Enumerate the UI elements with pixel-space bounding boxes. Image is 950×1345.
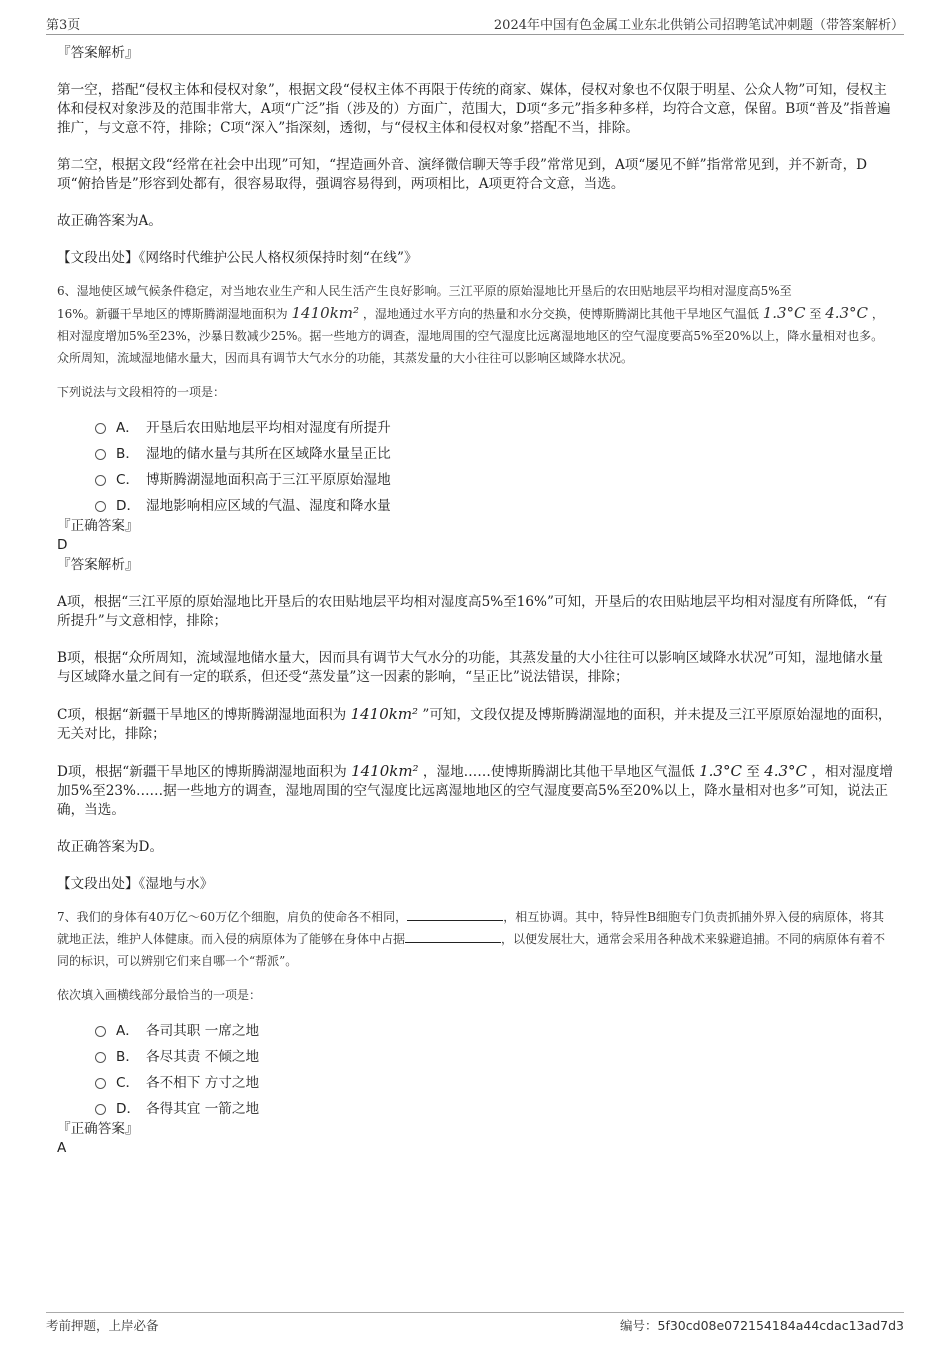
radio-icon[interactable] (95, 1026, 106, 1037)
area-formula: 1410km² (351, 762, 419, 780)
analysis-label: 『答案解析』 (57, 557, 139, 573)
temp-high-formula: 4.3°C (764, 762, 808, 780)
question-7-options (95, 1016, 895, 1120)
area-formula: 1410km² (350, 705, 419, 723)
radio-icon[interactable] (95, 423, 106, 434)
document-title: 2024年中国有色金属工业东北供销公司招聘笔试冲刺题（带答案解析） (493, 18, 904, 33)
question-7-stem: 7、我们的身体有40万亿～60万亿个细胞，肩负的使命各不相同， ，相互协调。其中，特异性B细胞专门负责抓捕外界入侵的病原体，将其就地正法，维护人体健康。而入侵的病原体为了能够在身体中占据 ，以便发展壮大，通常会采用各种战术来躲避追捕。不同的病原体有着不同的标识，可以辨别它们来自哪一个“帮派”。 (57, 910, 886, 968)
question-7-prompt: 依次填入画横线部分最恰当的一项是： (57, 988, 262, 1002)
page-footer (46, 1312, 904, 1337)
analysis-paragraph: 第一空，搭配“侵权主体和侵权对象”，根据文段“侵权主体不再限于传统的商家、媒体，侵权对象也不仅限于明星、公众人物”可知，侵权主体和侵权对象涉及的范围非常大，A项“广泛”指（涉及的）方面广，范围大，D项“多元”指多种多样，均符合文意，保留。B项“普及”指普遍推广，与文意不符，排除；C项“深入”指深刻，透彻，与“侵权主体和侵权对象”搭配不当，排除。 (57, 82, 891, 136)
analysis-label: 『答案解析』 (57, 45, 139, 61)
correct-answer: D (57, 537, 68, 553)
option-d[interactable]: D． 各得其宜 一箭之地 (95, 1094, 895, 1120)
correct-answer-label: 『正确答案』 (57, 1121, 139, 1137)
radio-icon[interactable] (95, 449, 106, 460)
footer-slogan: 考前押题，上岸必备 (46, 1318, 159, 1333)
page-content (57, 44, 895, 1157)
temp-low-formula: 1.3°C (762, 304, 806, 322)
area-formula: 1410km² (291, 304, 360, 322)
analysis-paragraph: B项，根据“众所周知，流域湿地储水量大，因而具有调节大气水分的功能，其蒸发量的大小往往可以影响区域降水状况”可知，湿地储水量与区域降水量之间有一定的联系，但还受“蒸发量”这一因素的影响，“呈正比”说法错误，排除； (57, 650, 883, 685)
temp-high-formula: 4.3°C (825, 304, 869, 322)
page-number: 第3页 (46, 18, 81, 33)
option-d[interactable]: D． 湿地影响相应区域的气温、湿度和降水量 (95, 491, 895, 517)
fill-blank-1[interactable] (407, 908, 503, 921)
option-b[interactable]: B． 湿地的储水量与其所在区域降水量呈正比 (95, 439, 895, 465)
question-6-stem: 6、湿地使区域气候条件稳定，对当地农业生产和人民生活产生良好影响。三江平原的原始湿地比开垦后的农田贴地层平均相对湿度高5%至 16%。新疆干旱地区的博斯腾湖湿地面积为 1410km² ，湿地通过水平方向的热量和水分交换，使博斯腾湖比其他干旱地区气温低 1.3°C 至 4.3°C ，相对湿度增加5%至23%，沙暴日数减少25%。据一些地方的调查，湿地周围的空气湿度比远离湿地地区的空气湿度要高5%至20%以上，降水量相对也多。众所周知，流域湿地储水量大，因而具有调节大气水分的功能，其蒸发量的大小往往可以影响区域降水状况。 (57, 284, 884, 365)
radio-icon[interactable] (95, 501, 106, 512)
analysis-paragraph: A项，根据“三江平原的原始湿地比开垦后的农田贴地层平均相对湿度高5%至16%”可知，开垦后的农田贴地层平均相对湿度有所降低，“有所提升”与文意相悖，排除； (57, 594, 888, 629)
option-c[interactable]: C． 各不相下 方寸之地 (95, 1068, 895, 1094)
analysis-paragraph: 第二空，根据文段“经常在社会中出现”可知，“捏造画外音、演绎微信聊天等手段”常常见到，A项“屡见不鲜”指常常见到，并不新奇，D项“俯拾皆是”形容到处都有，很容易取得，强调容易得到，两项相比，A项更符合文意，当选。 (57, 157, 868, 192)
option-b[interactable]: B． 各尽其责 不倾之地 (95, 1042, 895, 1068)
question-6-options (95, 413, 895, 517)
fill-blank-2[interactable] (405, 930, 501, 943)
radio-icon[interactable] (95, 1052, 106, 1063)
document-id: 编号：5f30cd08e072154184a44cdac13ad7d3 (620, 1318, 904, 1333)
question-6-prompt: 下列说法与文段相符的一项是： (57, 385, 226, 399)
radio-icon[interactable] (95, 1104, 106, 1115)
analysis-paragraph: D项，根据“新疆干旱地区的博斯腾湖湿地面积为 1410km² ，湿地……使博斯腾湖比其他干旱地区气温低 1.3°C 至 4.3°C ，相对湿度增加5%至23%……据一些地方的调查，湿地周围的空气湿度比远离湿地地区的空气湿度要高5%至20%以上，降水量相对也多”可知，说法正确，当选。 (57, 762, 893, 818)
page-header (46, 10, 904, 35)
option-a[interactable]: A． 开垦后农田贴地层平均相对湿度有所提升 (95, 413, 895, 439)
correct-answer: A (57, 1140, 67, 1156)
conclusion: 故正确答案为D。 (57, 839, 164, 855)
conclusion: 故正确答案为A。 (57, 213, 162, 229)
radio-icon[interactable] (95, 1078, 106, 1089)
option-a[interactable]: A． 各司其职 一席之地 (95, 1016, 895, 1042)
source-citation: 【文段出处】《湿地与水》 (57, 876, 214, 892)
temp-low-formula: 1.3°C (699, 762, 742, 780)
correct-answer-label: 『正确答案』 (57, 518, 139, 534)
analysis-paragraph: C项，根据“新疆干旱地区的博斯腾湖湿地面积为 1410km² ”可知，文段仅提及博斯腾湖湿地的面积，并未提及三江平原原始湿地的面积，无关对比，排除； (57, 705, 892, 742)
source-citation: 【文段出处】《网络时代维护公民人格权须保持时刻“在线”》 (57, 250, 418, 266)
radio-icon[interactable] (95, 475, 106, 486)
option-c[interactable]: C． 博斯腾湖湿地面积高于三江平原原始湿地 (95, 465, 895, 491)
